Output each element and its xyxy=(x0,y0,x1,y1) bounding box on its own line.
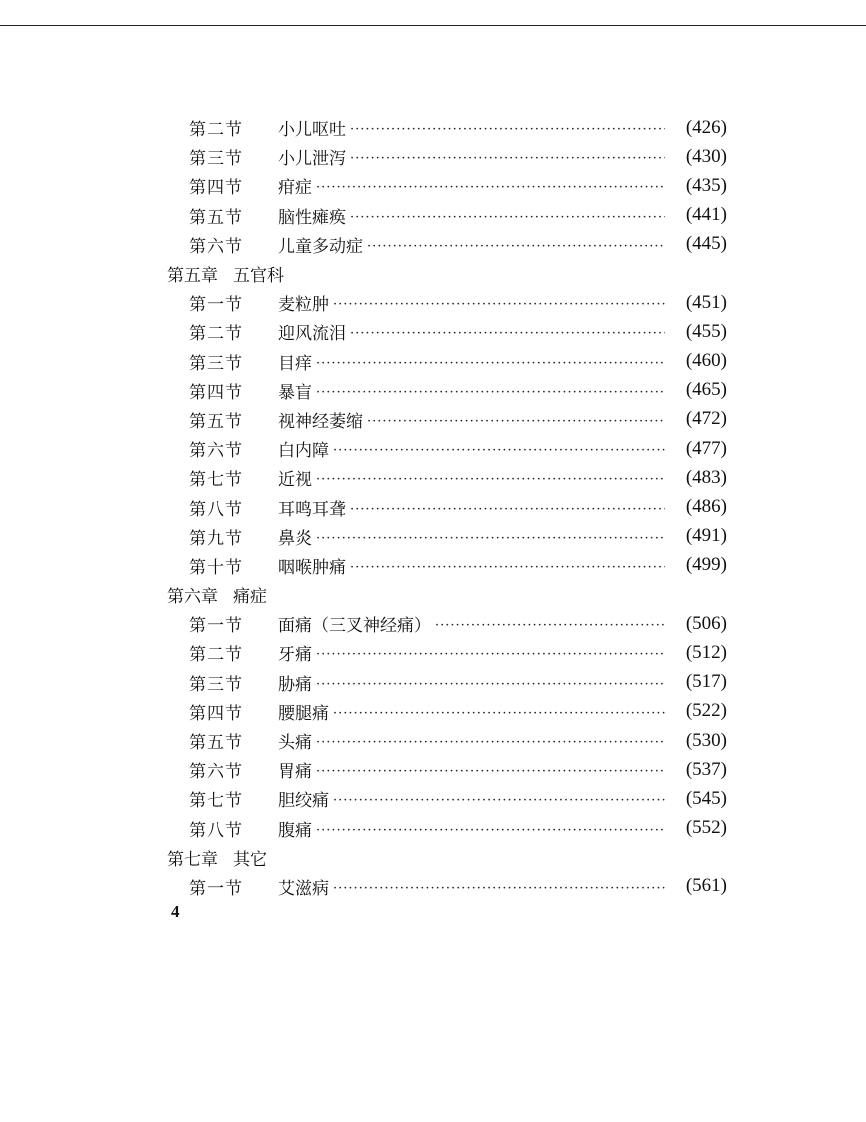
toc-section-row xyxy=(167,113,727,142)
dot-leader xyxy=(333,882,665,895)
section-page-number: (561) xyxy=(685,875,727,897)
section-page-number: (506) xyxy=(685,612,727,634)
dot-leader xyxy=(316,357,665,370)
chapter-title: 痛症 xyxy=(233,587,267,608)
page-number: 4 xyxy=(171,902,180,921)
toc-section-row xyxy=(167,492,727,521)
section-title: 腰腿痛 xyxy=(278,703,329,724)
top-rule xyxy=(0,25,866,26)
section-number: 第十节 xyxy=(189,557,243,578)
toc-section-row xyxy=(167,347,727,376)
dot-leader xyxy=(333,444,665,457)
section-number: 第八节 xyxy=(189,820,243,841)
toc-section-row xyxy=(167,376,727,405)
dot-leader xyxy=(350,152,665,165)
toc-section-row xyxy=(167,697,727,726)
section-number: 第一节 xyxy=(189,616,243,637)
section-page-number: (445) xyxy=(685,233,727,255)
dot-leader xyxy=(350,503,665,516)
section-number: 第五节 xyxy=(189,207,243,228)
section-number: 第四节 xyxy=(189,178,243,199)
section-page-number: (552) xyxy=(685,817,727,839)
dot-leader xyxy=(316,824,665,837)
section-page-number: (430) xyxy=(685,145,727,167)
toc-section-row xyxy=(167,405,727,434)
section-number: 第六节 xyxy=(189,236,243,257)
section-number: 第二节 xyxy=(189,645,243,666)
toc-section-row xyxy=(167,755,727,784)
section-page-number: (512) xyxy=(685,641,727,663)
section-title: 头痛 xyxy=(278,733,312,754)
section-title: 牙痛 xyxy=(278,645,312,666)
section-page-number: (517) xyxy=(685,671,727,693)
dot-leader xyxy=(316,386,665,399)
section-page-number: (455) xyxy=(685,320,727,342)
section-title: 迎风流泪 xyxy=(278,324,346,345)
chapter-number: 第六章 xyxy=(167,587,218,608)
section-title: 小儿呕吐 xyxy=(278,120,346,141)
section-number: 第五节 xyxy=(189,733,243,754)
dot-leader xyxy=(350,327,665,340)
section-title: 耳鸣耳聋 xyxy=(278,499,346,520)
toc-section-row xyxy=(167,551,727,580)
section-title: 腹痛 xyxy=(278,820,312,841)
section-number: 第七节 xyxy=(189,470,243,491)
section-page-number: (472) xyxy=(685,408,727,430)
toc-section-row xyxy=(167,142,727,171)
toc-section-row xyxy=(167,668,727,697)
dot-leader xyxy=(316,532,665,545)
section-number: 第二节 xyxy=(189,120,243,141)
section-page-number: (451) xyxy=(685,291,727,313)
section-number: 第三节 xyxy=(189,149,243,170)
section-number: 第七节 xyxy=(189,791,243,812)
toc-section-row xyxy=(167,609,727,638)
section-title: 胃痛 xyxy=(278,762,312,783)
toc-section-row xyxy=(167,872,727,901)
chapter-number: 第七章 xyxy=(167,849,218,870)
section-page-number: (491) xyxy=(685,525,727,547)
toc-chapter-row xyxy=(167,259,727,288)
section-title: 暴盲 xyxy=(278,382,312,403)
section-title: 胆绞痛 xyxy=(278,791,329,812)
section-page-number: (483) xyxy=(685,466,727,488)
dot-leader xyxy=(333,794,665,807)
section-page-number: (530) xyxy=(685,729,727,751)
section-number: 第九节 xyxy=(189,528,243,549)
section-number: 第六节 xyxy=(189,762,243,783)
section-number: 第四节 xyxy=(189,382,243,403)
section-page-number: (441) xyxy=(685,204,727,226)
toc-section-row xyxy=(167,463,727,492)
dot-leader xyxy=(316,648,665,661)
section-title: 疳症 xyxy=(278,178,312,199)
dot-leader xyxy=(316,678,665,691)
section-title: 麦粒肿 xyxy=(278,295,329,316)
section-number: 第一节 xyxy=(189,295,243,316)
section-title: 面痛（三叉神经痛） xyxy=(278,616,431,637)
dot-leader xyxy=(333,707,665,720)
section-page-number: (522) xyxy=(685,700,727,722)
dot-leader xyxy=(316,765,665,778)
section-title: 咽喉肿痛 xyxy=(278,557,346,578)
dot-leader xyxy=(367,415,665,428)
chapter-number: 第五章 xyxy=(167,266,218,287)
section-title: 小儿泄泻 xyxy=(278,149,346,170)
section-page-number: (477) xyxy=(685,437,727,459)
dot-leader xyxy=(316,736,665,749)
dot-leader xyxy=(316,473,665,486)
section-title: 目痒 xyxy=(278,353,312,374)
section-number: 第八节 xyxy=(189,499,243,520)
section-page-number: (537) xyxy=(685,758,727,780)
section-title: 儿童多动症 xyxy=(278,236,363,257)
section-page-number: (426) xyxy=(685,116,727,138)
toc-section-row xyxy=(167,522,727,551)
toc-chapter-row xyxy=(167,580,727,609)
section-page-number: (435) xyxy=(685,174,727,196)
dot-leader xyxy=(333,298,665,311)
section-title: 胁痛 xyxy=(278,674,312,695)
dot-leader xyxy=(367,240,665,253)
toc-section-row xyxy=(167,638,727,667)
dot-leader xyxy=(350,561,665,574)
section-page-number: (465) xyxy=(685,379,727,401)
toc-section-row xyxy=(167,201,727,230)
section-number: 第五节 xyxy=(189,411,243,432)
toc-section-row xyxy=(167,814,727,843)
chapter-title: 其它 xyxy=(233,849,267,870)
toc-section-row xyxy=(167,317,727,346)
section-page-number: (545) xyxy=(685,787,727,809)
section-title: 白内障 xyxy=(278,441,329,462)
section-page-number: (486) xyxy=(685,496,727,518)
toc-section-row xyxy=(167,171,727,200)
section-number: 第一节 xyxy=(189,878,243,899)
dot-leader xyxy=(435,619,665,632)
toc-section-row xyxy=(167,230,727,259)
section-title: 视神经萎缩 xyxy=(278,411,363,432)
toc-section-row xyxy=(167,726,727,755)
toc-section-row xyxy=(167,288,727,317)
section-number: 第六节 xyxy=(189,441,243,462)
toc-section-row xyxy=(167,784,727,813)
section-title: 脑性瘫痪 xyxy=(278,207,346,228)
section-page-number: (460) xyxy=(685,350,727,372)
dot-leader xyxy=(316,181,665,194)
section-number: 第四节 xyxy=(189,703,243,724)
toc-section-row xyxy=(167,434,727,463)
section-title: 近视 xyxy=(278,470,312,491)
chapter-title: 五官科 xyxy=(233,266,284,287)
section-title: 艾滋病 xyxy=(278,878,329,899)
section-number: 第二节 xyxy=(189,324,243,345)
section-number: 第三节 xyxy=(189,674,243,695)
section-number: 第三节 xyxy=(189,353,243,374)
dot-leader xyxy=(350,123,665,136)
table-of-contents xyxy=(167,113,727,901)
dot-leader xyxy=(350,211,665,224)
section-title: 鼻炎 xyxy=(278,528,312,549)
section-page-number: (499) xyxy=(685,554,727,576)
toc-chapter-row xyxy=(167,843,727,872)
